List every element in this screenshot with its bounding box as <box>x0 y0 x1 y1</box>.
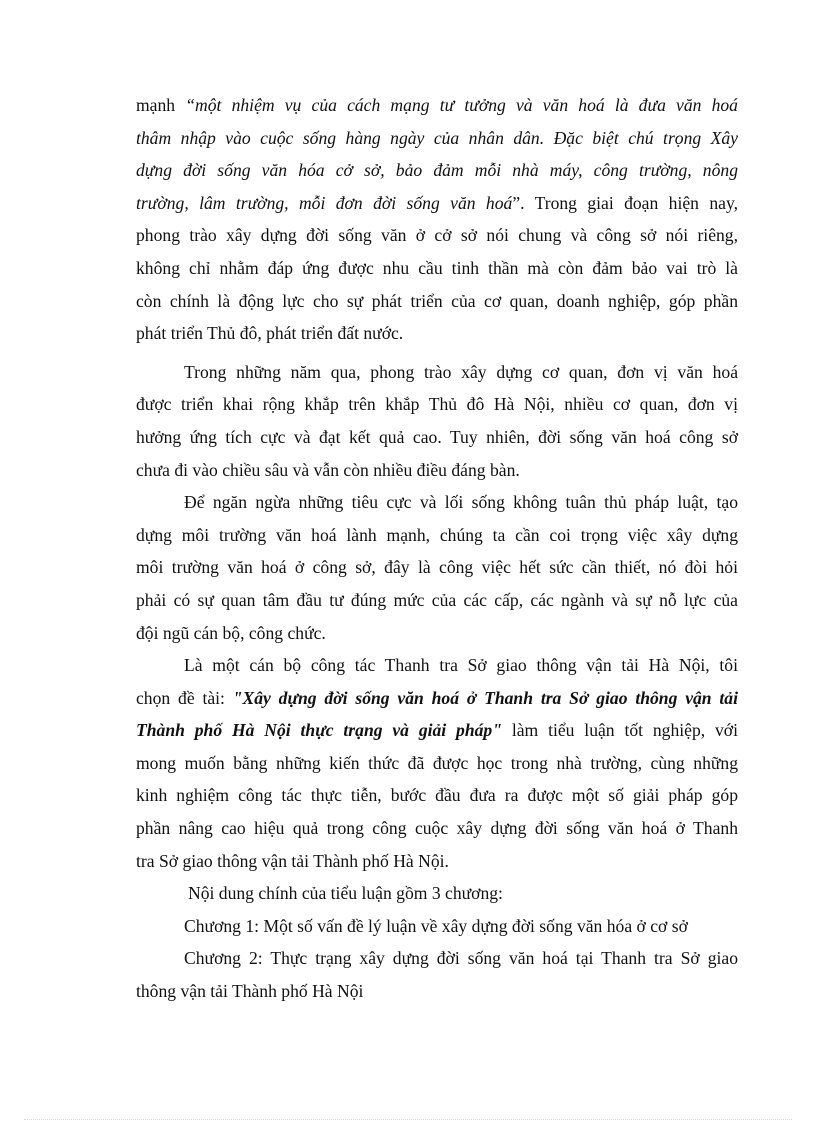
text-line: Để ngăn ngừa những tiêu cực và lối sống không tuân thủ pháp luật, tạo <box>184 492 738 513</box>
text-line: dựng đời sống văn hóa cở sở, bảo đảm mỗi nhà máy, công trường, nông <box>136 160 738 181</box>
thesis-title-run: "Xây dựng đời sống văn hoá ở Thanh tra Sở giao thông vận tải <box>232 687 738 708</box>
text-line: phát triển Thủ đô, phát triển đất nước. <box>136 323 404 344</box>
paragraph-7 <box>136 942 738 1007</box>
text-run: làm tiểu luận tốt nghiệp, với <box>502 720 738 741</box>
text-run: ”. Trong giai đoạn hiện nay, <box>512 192 738 213</box>
paragraph-3 <box>136 486 738 649</box>
text-run: chọn đề tài: <box>136 687 233 708</box>
page-bottom-border <box>24 1119 792 1120</box>
text-line: dựng môi trường văn hoá lành mạnh, chúng ta cần coi trọng việc xây dựng <box>136 524 738 545</box>
body-text <box>136 89 738 1008</box>
text-line: phong trào xây dựng đời sống văn ở cở sở nói chung và công sở nói riêng, <box>136 225 738 246</box>
chapter-1-line: Chương 1: Một số vấn đề lý luận về xây dựng đời sống văn hóa ở cơ sở <box>184 915 688 936</box>
text-line: kinh nghiệm công tác thực tiễn, bước đầu đưa ra được một số giải pháp góp <box>136 785 738 806</box>
thesis-title-run: Thành phố Hà Nội thực trạng và giải pháp" <box>136 720 502 741</box>
text-line: thông vận tải Thành phố Hà Nội <box>136 981 364 1002</box>
quote-run: trường, lâm trường, mỗi đơn đời sống văn hoá <box>136 192 513 213</box>
text-line: môi trường văn hoá ở công sở, đây là công việc hết sức cần thiết, nó đòi hỏi <box>136 557 738 578</box>
text-line <box>136 187 738 220</box>
text-line: Nội dung chính của tiểu luận gồm 3 chương: <box>188 883 503 904</box>
chapter-2-line: Chương 2: Thực trạng xây dựng đời sống văn hoá tại Thanh tra Sở giao <box>184 948 738 969</box>
text-line: đội ngũ cán bộ, công chức. <box>136 622 326 643</box>
paragraph-4 <box>136 649 738 877</box>
text-line: còn chính là động lực cho sự phát triển của cơ quan, doanh nghiệp, góp phần <box>136 290 738 311</box>
text-line <box>136 682 738 715</box>
paragraph-1 <box>136 89 738 350</box>
text-run: mạnh <box>136 95 186 115</box>
text-line: tra Sở giao thông vận tải Thành phố Hà Nội. <box>136 850 449 871</box>
text-line: không chỉ nhằm đáp ứng được nhu cầu tinh thần mà còn đảm bảo vai trò là <box>136 257 738 278</box>
text-line: được triển khai rộng khắp trên khắp Thủ đô Hà Nội, nhiều cơ quan, đơn vị <box>136 394 738 415</box>
text-line <box>136 89 738 122</box>
text-line: chưa đi vào chiều sâu và vẫn còn nhiều điều đáng bàn. <box>136 459 520 480</box>
paragraph-5 <box>136 877 738 910</box>
text-line: Trong những năm qua, phong trào xây dựng cơ quan, đơn vị văn hoá <box>184 361 738 382</box>
text-line: thâm nhập vào cuộc sống hàng ngày của nhân dân. Đặc biệt chú trọng Xây <box>136 127 738 148</box>
text-line: phải có sự quan tâm đầu tư đúng mức của các cấp, các ngành và sự nỗ lực của <box>136 589 738 610</box>
text-line: Là một cán bộ công tác Thanh tra Sở giao thông vận tải Hà Nội, tôi <box>184 655 738 676</box>
paragraph-2 <box>136 356 738 486</box>
text-line: hưởng ứng tích cực và đạt kết quả cao. Tuy nhiên, đời sống văn hoá công sở <box>136 426 738 447</box>
text-line: phần nâng cao hiệu quả trong công cuộc xây dựng đời sống văn hoá ở Thanh <box>136 818 738 839</box>
paragraph-6 <box>136 910 738 943</box>
text-line <box>136 714 738 747</box>
text-line: mong muốn bằng những kiến thức đã được học trong nhà trường, cùng những <box>136 752 738 773</box>
quote-run: “một nhiệm vụ của cách mạng tư tưởng và văn hoá là đưa văn hoá <box>185 95 738 115</box>
